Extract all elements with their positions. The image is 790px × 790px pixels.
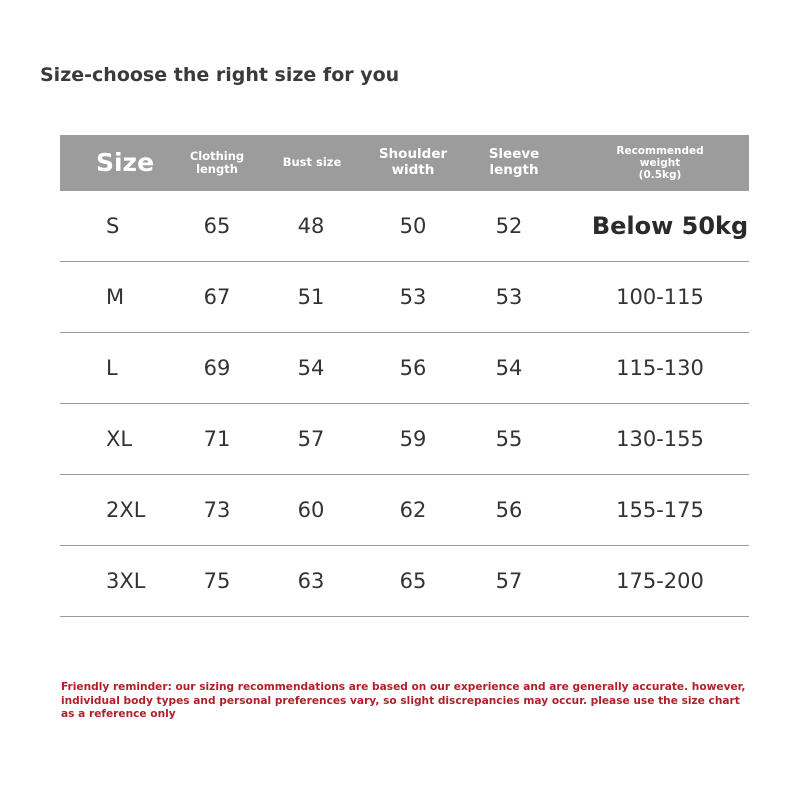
- cell-bust-size: 63: [297, 569, 325, 593]
- cell-recommended-weight: 155-175: [616, 498, 704, 522]
- cell-bust-size: 48: [297, 214, 325, 238]
- header-clothing-length: Clothing length: [189, 148, 245, 176]
- cell-size: 2XL: [106, 498, 146, 522]
- cell-sleeve-length: 53: [495, 285, 523, 309]
- table-row: [60, 191, 749, 262]
- header-bust-size: Bust size: [282, 155, 342, 170]
- cell-sleeve-length: 56: [495, 498, 523, 522]
- cell-sleeve-length: 57: [495, 569, 523, 593]
- cell-shoulder-width: 59: [399, 427, 427, 451]
- table-row: [60, 546, 749, 617]
- cell-bust-size: 60: [297, 498, 325, 522]
- cell-sleeve-length: 54: [495, 356, 523, 380]
- header-sleeve-length: Sleeve length: [488, 146, 540, 178]
- cell-shoulder-width: 56: [399, 356, 427, 380]
- cell-clothing-length: 69: [203, 356, 231, 380]
- cell-recommended-weight: 175-200: [616, 569, 704, 593]
- size-chart-table: [60, 135, 749, 617]
- cell-bust-size: 57: [297, 427, 325, 451]
- header-size: Size: [95, 147, 155, 177]
- table-row: [60, 333, 749, 404]
- cell-clothing-length: 75: [203, 569, 231, 593]
- cell-shoulder-width: 65: [399, 569, 427, 593]
- cell-clothing-length: 65: [203, 214, 231, 238]
- cell-size: 3XL: [106, 569, 146, 593]
- cell-shoulder-width: 62: [399, 498, 427, 522]
- cell-clothing-length: 73: [203, 498, 231, 522]
- table-row: [60, 404, 749, 475]
- friendly-reminder-note: Friendly reminder: our sizing recommendations are based on our experience and are generally accurate. however, individual body types and personal preferences vary, so slight discrepancies may occur. please use the size chart as a reference only: [61, 681, 746, 720]
- cell-sleeve-length: 55: [495, 427, 523, 451]
- cell-recommended-weight: 115-130: [616, 356, 704, 380]
- header-recommended-weight: Recommended weight (0.5kg): [616, 144, 704, 182]
- page-title: Size-choose the right size for you: [40, 64, 400, 86]
- cell-size: M: [106, 285, 125, 309]
- cell-shoulder-width: 50: [399, 214, 427, 238]
- cell-clothing-length: 71: [203, 427, 231, 451]
- cell-sleeve-length: 52: [495, 214, 523, 238]
- table-header: [60, 135, 749, 191]
- header-shoulder-width: Shoulder width: [378, 146, 448, 178]
- cell-clothing-length: 67: [203, 285, 231, 309]
- cell-size: L: [106, 356, 118, 380]
- cell-bust-size: 54: [297, 356, 325, 380]
- cell-recommended-weight: 130-155: [616, 427, 704, 451]
- cell-size: XL: [106, 427, 133, 451]
- table-row: [60, 475, 749, 546]
- cell-recommended-weight: Below 50kg: [591, 212, 749, 240]
- table-row: [60, 262, 749, 333]
- cell-shoulder-width: 53: [399, 285, 427, 309]
- cell-size: S: [106, 214, 120, 238]
- cell-recommended-weight: 100-115: [616, 285, 704, 309]
- cell-bust-size: 51: [297, 285, 325, 309]
